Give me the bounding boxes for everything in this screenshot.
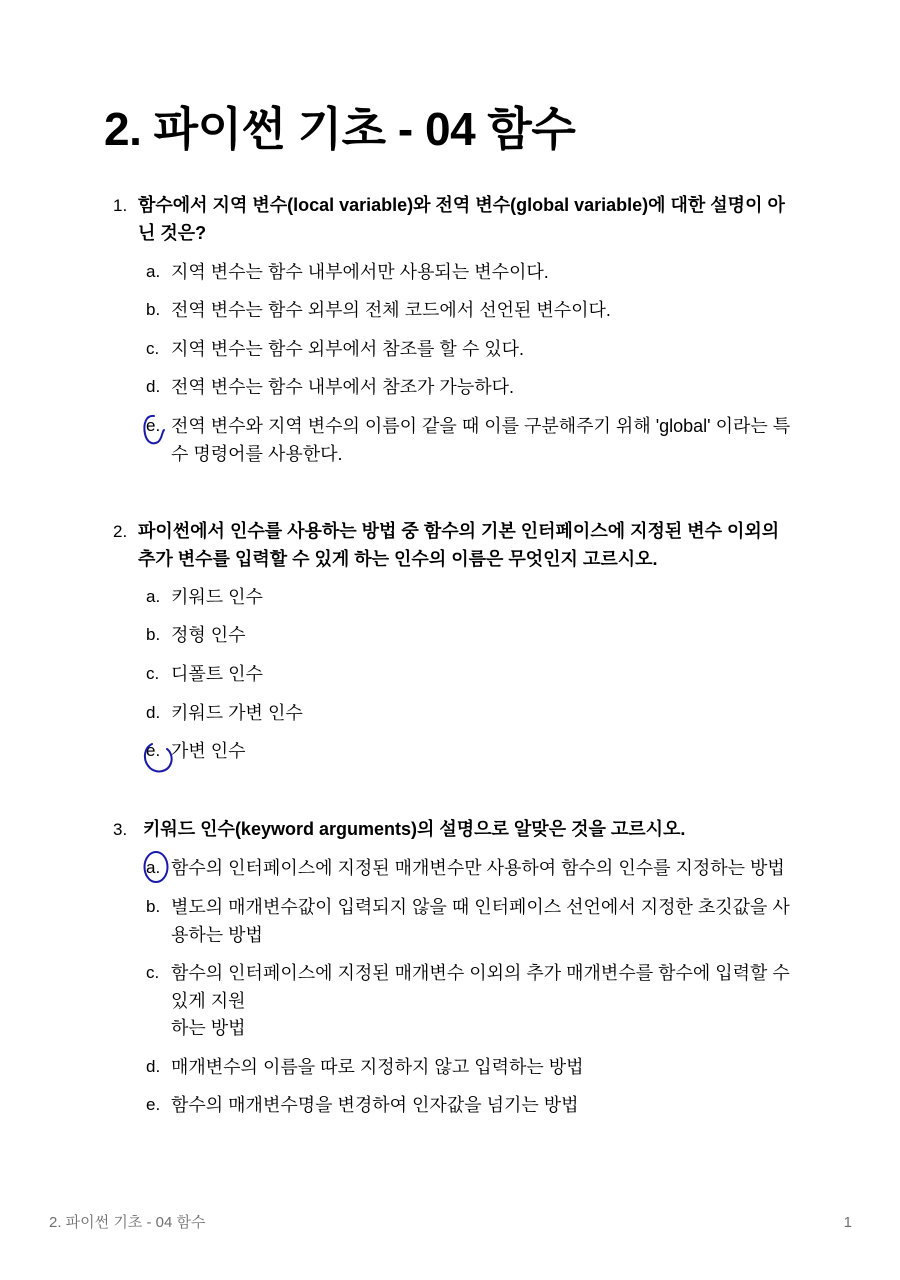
option-letter: d. — [146, 1057, 161, 1076]
option-letter: a. — [146, 587, 161, 606]
option-text: 키워드 인수 — [171, 587, 263, 607]
option-text: 함수의 인터페이스에 지정된 매개변수 이외의 추가 매개변수를 함수에 입력할 수 있게 지원 — [171, 963, 790, 1011]
question-number: 3. — [113, 820, 128, 839]
question-number: 2. — [113, 522, 128, 541]
question-number: 1. — [113, 196, 128, 215]
option-text: 키워드 가변 인수 — [171, 703, 303, 723]
page-number: 1 — [843, 1214, 852, 1231]
option-letter: b. — [146, 300, 161, 319]
option-text: 별도의 매개변수값이 입력되지 않을 때 인터페이스 선언에서 지정한 초깃값을 사용하는 방법 — [171, 897, 790, 945]
option-letter: d. — [146, 377, 161, 396]
option-text: 지역 변수는 함수 내부에서만 사용되는 변수이다. — [171, 262, 549, 282]
question-text: 파이썬에서 인수를 사용하는 방법 중 함수의 기본 인터페이스에 지정된 변수 이외의 추가 변수를 입력할 수 있게 하는 인수의 이름은 무엇인지 고르시오. — [138, 521, 780, 569]
option-text: 전역 변수와 지역 변수의 이름이 같을 때 이를 구분해주기 위해 'global' 이라는 특수 명령어를 사용한다. — [171, 416, 791, 464]
page-title: 2. 파이썬 기초 - 04 함수 — [104, 103, 576, 155]
option-text: 전역 변수는 함수 내부에서 참조가 가능하다. — [171, 377, 514, 397]
option-letter: e. — [146, 416, 161, 435]
option-text: 함수의 매개변수명을 변경하여 인자값을 넘기는 방법 — [171, 1095, 579, 1115]
option-text: 매개변수의 이름을 따로 지정하지 않고 입력하는 방법 — [171, 1057, 584, 1077]
option-text: 가변 인수 — [171, 741, 246, 761]
option-text: 지역 변수는 함수 외부에서 참조를 할 수 있다. — [171, 339, 524, 359]
option-letter: b. — [146, 897, 161, 916]
option-text: 함수의 인터페이스에 지정된 매개변수만 사용하여 함수의 인수를 지정하는 방법 — [171, 858, 785, 878]
option-text: 하는 방법 — [171, 1018, 246, 1038]
option-letter: e. — [146, 741, 161, 760]
option-letter: c. — [146, 339, 160, 358]
option-letter: b. — [146, 625, 161, 644]
option-text: 정형 인수 — [171, 625, 246, 645]
option-letter: a. — [146, 262, 161, 281]
option-text: 전역 변수는 함수 외부의 전체 코드에서 선언된 변수이다. — [171, 300, 611, 320]
question-text: 키워드 인수(keyword arguments)의 설명으로 알맞은 것을 고르시오. — [143, 819, 686, 839]
option-text: 디폴트 인수 — [171, 664, 263, 684]
option-letter: a. — [146, 858, 161, 877]
option-letter: d. — [146, 703, 161, 722]
option-letter: e. — [146, 1095, 161, 1114]
question-text: 함수에서 지역 변수(local variable)와 전역 변수(global variable)에 대한 설명이 아닌 것은? — [138, 195, 785, 243]
option-letter: c. — [146, 963, 160, 982]
footer-title: 2. 파이썬 기초 - 04 함수 — [49, 1214, 206, 1231]
option-letter: c. — [146, 664, 160, 683]
